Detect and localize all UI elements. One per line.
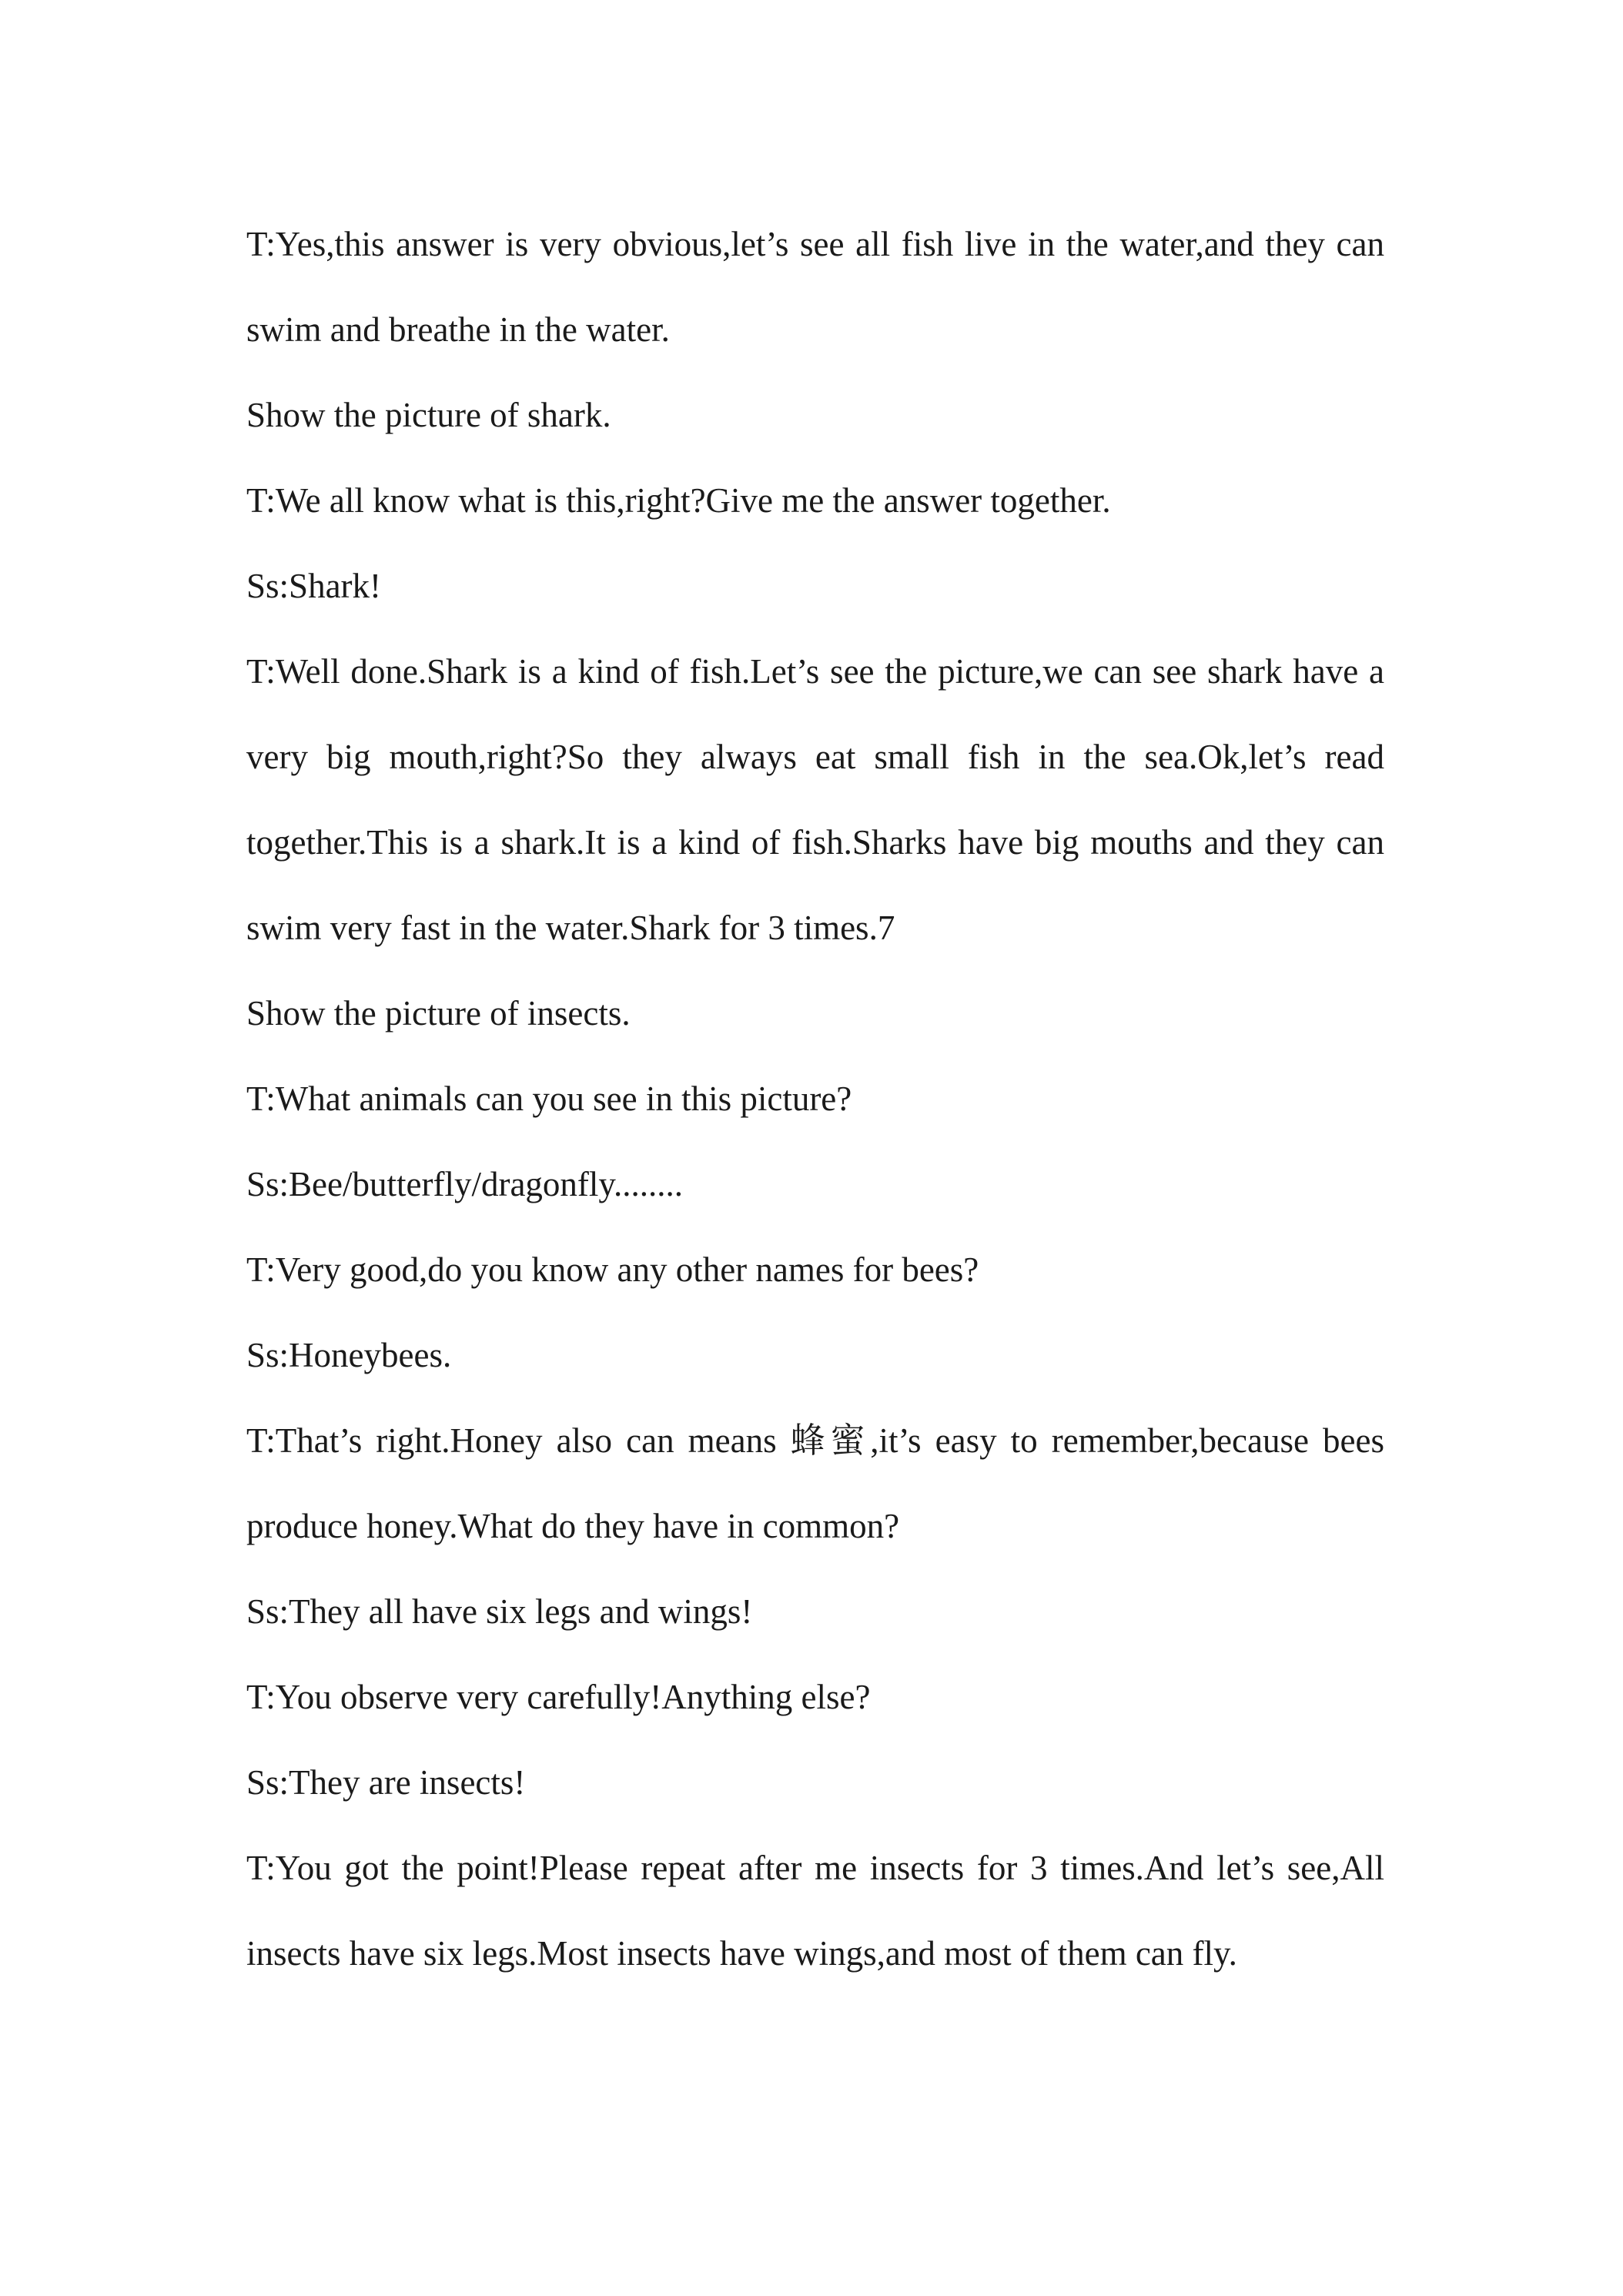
paragraph-show-insects: Show the picture of insects.	[246, 994, 631, 1033]
paragraph-students-insects-answer: Ss:They are insects!	[246, 1763, 526, 1802]
paragraph-animals-question: T:What animals can you see in this picture?	[246, 1079, 852, 1118]
paragraph-fish-answer: T:Yes,this answer is very obvious,let’s see all fish live in the water,and they can swim and breathe in the water.	[246, 225, 1384, 349]
paragraph-bees-question: T:Very good,do you know any other names for bees?	[246, 1250, 979, 1289]
paragraph-observe: T:You observe very carefully!Anything else?	[246, 1678, 871, 1716]
paragraph-insects-explanation: T:You got the point!Please repeat after me insects for 3 times.And let’s see,All insects have six legs.Most insects have wings,and most of them can fly.	[246, 1849, 1384, 1973]
paragraph-shark-explanation: T:Well done.Shark is a kind of fish.Let’s see the picture,we can see shark have a very big mouth,right?So they always eat small fish in the sea.Ok,let’s read together.This is a shark.It is a kind of fish.Sharks have big mouths and they can swim very fast in the water.Shark for 3 times.7	[246, 652, 1384, 947]
paragraph-show-shark: Show the picture of shark.	[246, 396, 611, 434]
paragraph-students-insects: Ss:Bee/butterfly/dragonfly........	[246, 1165, 683, 1203]
document-body	[246, 202, 1384, 1996]
paragraph-students-shark: Ss:Shark!	[246, 567, 382, 605]
paragraph-honey-explanation: T:That’s right.Honey also can means 蜂蜜,it’s easy to remember,because bees produce honey.What do they have in common?	[246, 1421, 1384, 1545]
paragraph-teacher-question: T:We all know what is this,right?Give me the answer together.	[246, 481, 1111, 520]
paragraph-students-honeybees: Ss:Honeybees.	[246, 1336, 452, 1374]
paragraph-students-legs-wings: Ss:They all have six legs and wings!	[246, 1592, 753, 1631]
